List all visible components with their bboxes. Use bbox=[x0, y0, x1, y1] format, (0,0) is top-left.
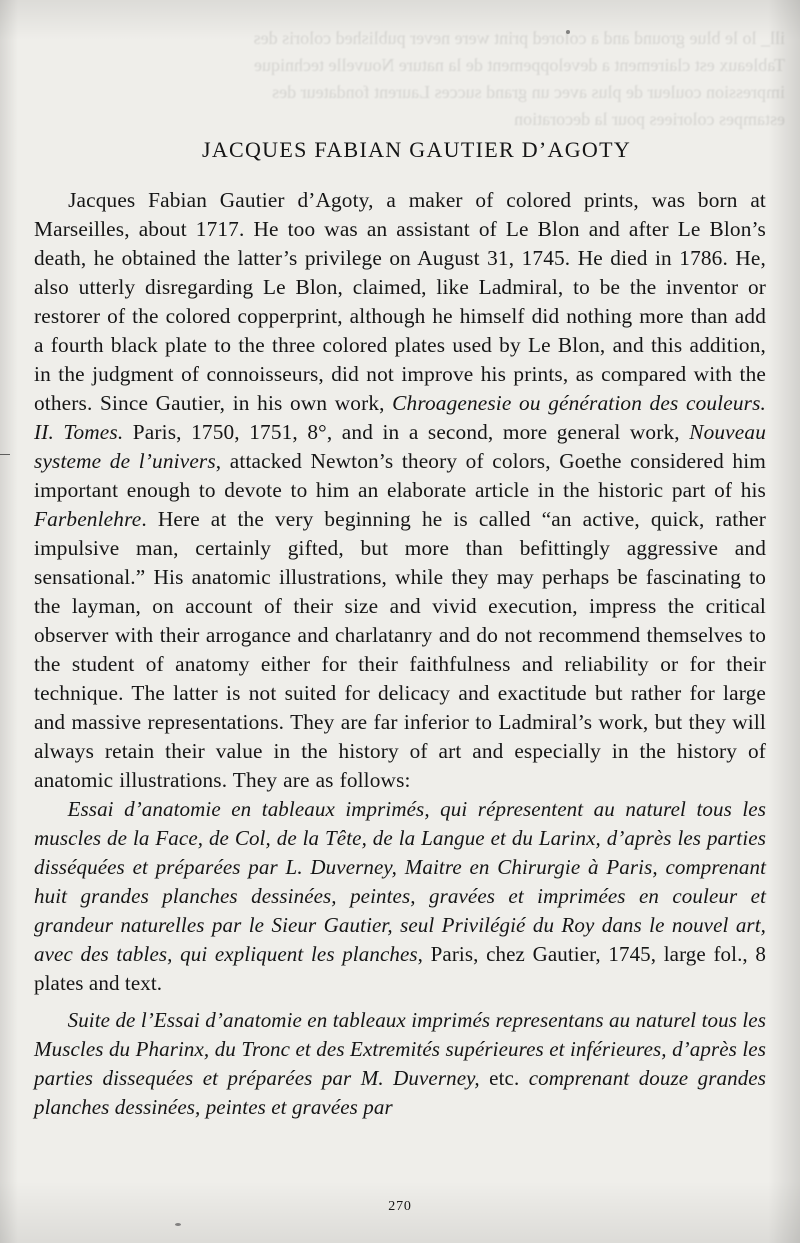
bibliography-entry-1 bbox=[34, 795, 766, 998]
work-title-chroagenesie: Chroagenesie ou génération des couleurs. II. Tomes. bbox=[34, 391, 766, 444]
ink-speck bbox=[566, 30, 570, 34]
entry-italic-continuation: comprenant douze grandes planches dessinées, peintes et gravées par bbox=[34, 1066, 766, 1119]
biography-paragraph bbox=[34, 186, 766, 795]
paragraph-text-middle-1: Paris, 1750, 1751, 8°, and in a second, more general work, bbox=[123, 420, 690, 444]
work-title-nouveau-systeme: Nouveau systeme de l’univers bbox=[34, 420, 766, 473]
show-through-text: ill_ lo le blue ground and a colored print were never published coloris des Tableaux est clairement a developpement de la nature Nouvelle technique impression couleur de plus avec un grand succes Laurent fondateur des estampes coloriees pour la decoration bbox=[253, 28, 785, 129]
paragraph-text-start: Jacques Fabian Gautier d’Agoty, a maker of colored prints, was born at Marseilles, about 1717. He too was an assistant of Le Blon and after Le Blon’s death, he obtained the latter’s privilege on August 31, 1745. He died in 1786. He, also utterly disregarding Le Blon, claimed, like Ladmiral, to be the inventor or restorer of the colored copperprint, although he himself did nothing more than add a fourth black plate to the three colored plates used by Le Blon, and this addition, in the judgment of connoisseurs, did not improve his prints, as compared with the others. Since Gautier, in his own work, bbox=[34, 188, 766, 415]
main-text-block bbox=[34, 134, 766, 1122]
entry-publication-details: , Paris, chez Gautier, 1745, large fol., 8 plates and text. bbox=[34, 942, 766, 995]
ink-speck bbox=[175, 1223, 181, 1226]
margin-mark bbox=[0, 454, 10, 455]
entry-italic-title: Suite de l’Essai d’anatomie en tableaux imprimés representans au naturel tous les Muscles du Pharinx, du Tronc et des Extremités supérieures et inférieures, d’après les parties dissequées et préparées par M. Duverney, bbox=[34, 1008, 766, 1090]
work-title-farbenlehre: Farbenlehre bbox=[34, 507, 142, 531]
bibliography-entry-2 bbox=[34, 1006, 766, 1122]
paragraph-text-end: . Here at the very beginning he is called “an active, quick, rather impulsive man, certainly gifted, but more than befittingly aggressive and sensational.” His anatomic illustrations, while they may perhaps be fascinating to the layman, on account of their size and vivid execution, impress the critical observer with their arrogance and charlatanry and do not recommend themselves to the student of anatomy either for their faithfulness and reliability or for their technique. The latter is not suited for delicacy and exactitude but rather for large and massive representations. They are far inferior to Ladmiral’s work, but they will always retain their value in the history of art and especially in the history of anatomic illustrations. They are as follows: bbox=[34, 507, 766, 792]
chapter-title: JACQUES FABIAN GAUTIER D’AGOTY bbox=[201, 137, 632, 162]
paragraph-text-middle-2: , attacked Newton’s theory of colors, Goethe considered him important enough to devote to him an elaborate article in the historic part of his bbox=[34, 449, 766, 502]
entry-plain-text: etc. bbox=[479, 1066, 529, 1090]
page-number: 270 bbox=[388, 1199, 412, 1214]
entry-italic-title: Essai d’anatomie en tableaux imprimés, qui répresentent au naturel tous les muscles de la Face, de Col, de la Tête, de la Langue et du Larinx, d’après les parties disséquées et préparées par L. Duverney, Maitre en Chirurgie à Paris, comprenant huit grandes planches dessinées, peintes, gravées et imprimées en couleur et grandeur naturelles par le Sieur Gautier, seul Privilégié du Roy dans le nouvel art, avec des tables, qui expliquent les planches bbox=[34, 797, 766, 966]
